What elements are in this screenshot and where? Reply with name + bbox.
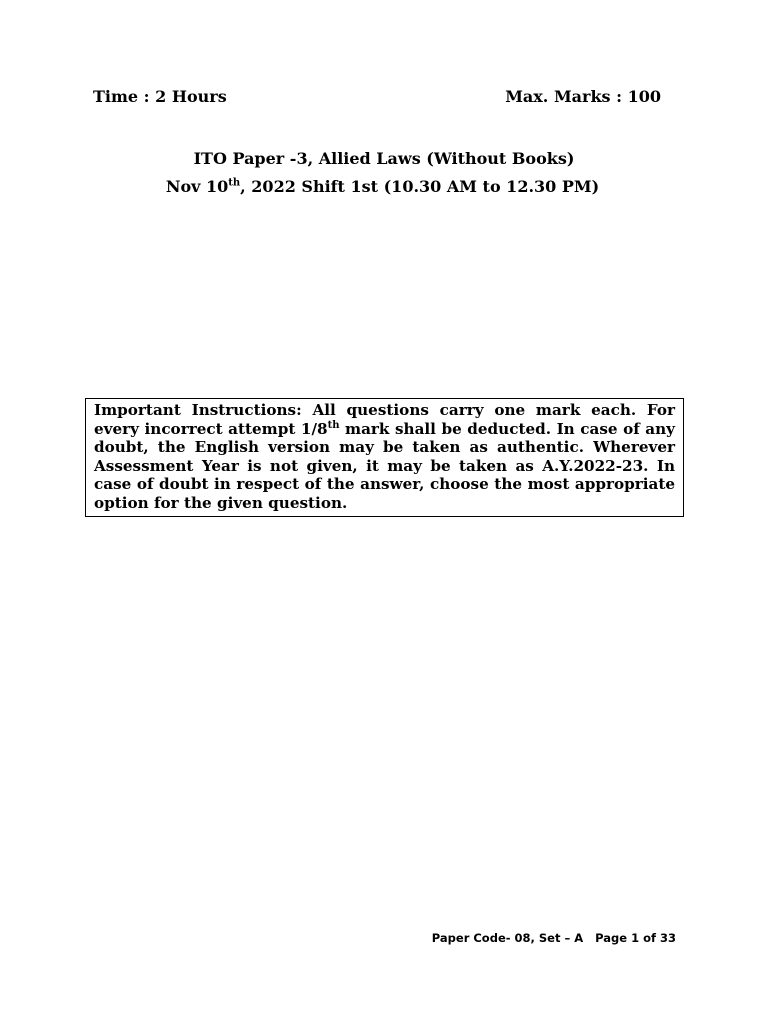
paper-title-block (0, 145, 768, 201)
instructions-ordinal: th (327, 419, 340, 431)
exam-header (93, 87, 661, 106)
paper-title: ITO Paper -3, Allied Laws (Without Books) (193, 149, 575, 168)
exam-date-ordinal: th (228, 177, 241, 189)
page-number: Page 1 of 33 (595, 931, 676, 945)
max-marks-label: Max. Marks : 100 (505, 87, 661, 106)
page-footer (432, 931, 676, 945)
time-label: Time : 2 Hours (93, 87, 227, 106)
exam-date-prefix: Nov 10 (165, 177, 229, 196)
paper-code: Paper Code- 08, Set – A (431, 931, 584, 945)
instructions-box (85, 398, 684, 517)
exam-date-suffix: , 2022 Shift 1st (10.30 AM to 12.30 PM) (240, 177, 600, 196)
instructions-text-part1: Important Instructions: All questions carry one mark each. For every incorrect attempt 1/8 (94, 401, 675, 438)
exam-date-shift (0, 173, 768, 201)
instructions-text-part2: mark shall be deducted. In case of any doubt, the English version may be taken as authentic. Wherever Assessment Year is not given, it may be taken as A.Y.2022-23. In case of doubt in respect of the answer, choose the most appropriate option for the given question. (94, 419, 675, 512)
